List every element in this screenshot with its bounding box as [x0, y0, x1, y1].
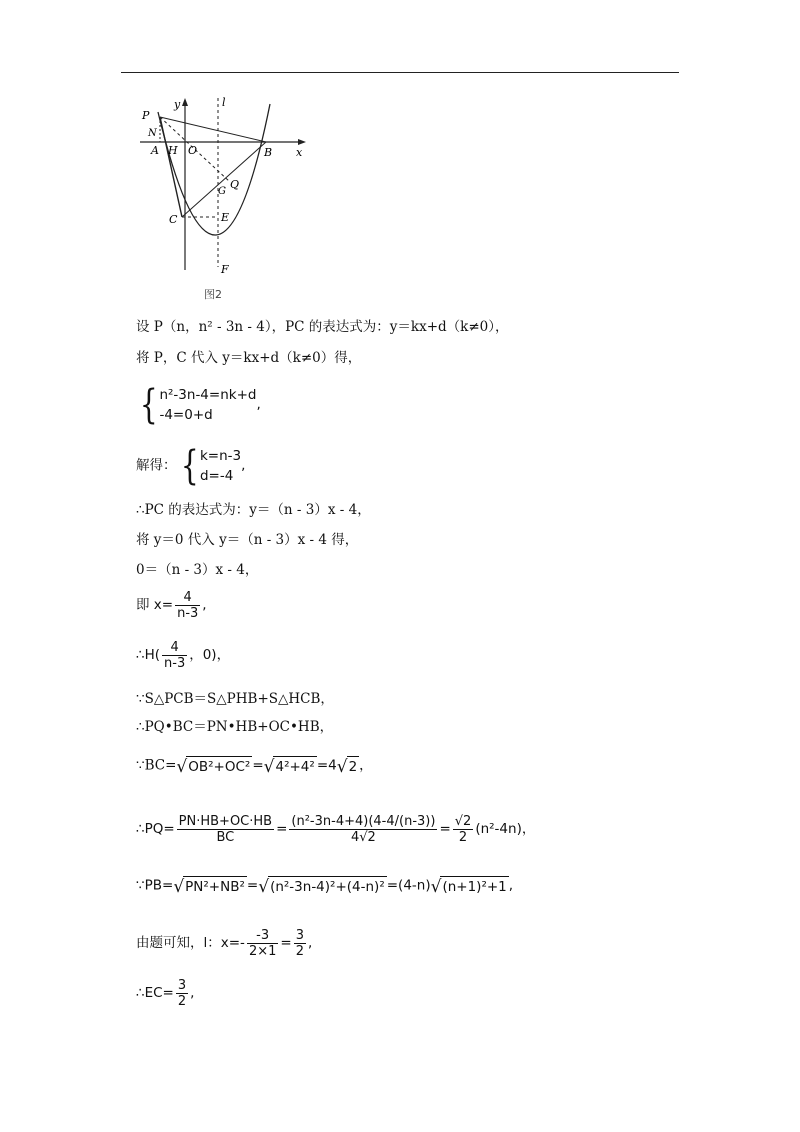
prefix: ∴PQ=: [136, 821, 175, 837]
denominator: n-3: [164, 656, 186, 671]
label-a: A: [151, 144, 159, 157]
mid: =(4-n): [386, 877, 431, 894]
line-5: ∴PC 的表达式为：y＝（n - 3）x - 4，: [136, 502, 371, 518]
label-o: O: [188, 144, 198, 157]
label-x: x: [296, 146, 303, 159]
y-axis-arrow: [182, 98, 188, 106]
line-8: 即 x= $\frac{4}{n-3}$ ,: [136, 590, 207, 621]
fraction: $\frac{3}{2}$: [177, 978, 187, 1009]
line-7: 0＝（n - 3）x - 4，: [136, 562, 259, 578]
label-f: F: [221, 263, 229, 276]
prefix: 由题可知，l：x=-: [136, 935, 245, 951]
figure-caption: 图2: [204, 288, 222, 301]
brace: {: [139, 382, 158, 428]
numerator: 4: [162, 640, 187, 656]
sqrt-1: √OB²+OC²: [176, 757, 251, 777]
fraction-2: $\frac{3}{2}$: [295, 928, 304, 959]
fraction-1: $\frac{PN\cdot HB+OC\cdot HB}{BC}$: [178, 814, 273, 845]
label-h: H: [168, 144, 178, 157]
label-l: l: [222, 96, 226, 109]
sol-1: k=n-3: [199, 448, 242, 464]
line-10: ∵S△PCB＝S△PHB+S△HCB，: [136, 691, 334, 707]
sol-2: d=-4: [199, 468, 234, 484]
sqrt-2: √4²+4²: [263, 757, 315, 777]
eq-2: -4=0+d: [159, 407, 213, 423]
parabola-figure: [138, 92, 313, 312]
line-6: 将 y＝0 代入 y＝（n - 3）x - 4 得，: [136, 532, 359, 548]
label-c: C: [169, 213, 178, 226]
segment-pb: [160, 117, 266, 142]
suffix: (n²-4n)，: [475, 821, 536, 837]
line-14: ∵PB=√PN²+NB² =√(n²-3n-4)²+(4-n)² =(4-n)√(n+1)²+1 ,: [136, 877, 514, 897]
fraction-1: $\frac{-3}{2\times 1}$: [248, 928, 277, 959]
label-g: G: [218, 186, 226, 197]
fraction-2: $\frac{\text{(n²-3n-4+4)(4-4/(n-3))}}{4√2}$: [291, 814, 436, 845]
prefix: ∵BC=: [136, 757, 177, 774]
label-e: E: [221, 211, 230, 224]
label-y: y: [174, 98, 181, 111]
line-15: 由题可知，l：x=- $\frac{-3}{2\times 1}$ = $\frac{3}{2}$ ,: [136, 928, 313, 959]
sqrt-3: √2: [336, 757, 358, 777]
solve-label: 解得：: [136, 457, 177, 474]
prefix: ∴EC=: [136, 985, 174, 1001]
label-n: N: [148, 128, 157, 139]
line-13: ∴PQ= $\frac{PN\cdot HB+OC\cdot HB}{BC}$ = $\frac{\text{(n²-3n-4+4)(4-4/(n-3))}}{4√2}$ = $\frac{√2}{2}$ (n²-4n)，: [136, 814, 536, 845]
denominator: n-3: [177, 606, 199, 621]
header-rule: [121, 72, 679, 73]
line-11: ∴PQ•BC＝PN•HB+OC•HB，: [136, 719, 334, 735]
line-4-solution: 解得：{ k=n-3 d=-4 ,: [136, 443, 246, 489]
prefix: 即 x=: [136, 597, 174, 613]
fraction: [175, 590, 200, 621]
label-b: B: [264, 146, 273, 159]
line-9: [136, 640, 230, 671]
sqrt-1: √PN²+NB²: [173, 877, 245, 897]
label-q: Q: [230, 178, 240, 191]
line-2: 将 P，C 代入 y＝kx+d（k≠0）得，: [136, 350, 362, 366]
fraction-3: $\frac{√2}{2}$: [454, 814, 472, 845]
brace: {: [180, 443, 199, 489]
sqrt-3: √(n+1)²+1: [430, 877, 507, 897]
x-axis-arrow: [298, 139, 306, 145]
prefix: ∵PB=: [136, 877, 174, 894]
prefix: ∴H(: [136, 647, 161, 663]
fraction: [162, 640, 187, 671]
line-12: ∵BC=√OB²+OC² =√4²+4² =4√2 ，: [136, 757, 373, 777]
label-p: P: [142, 109, 150, 122]
numerator: 4: [175, 590, 200, 606]
line-16: ∴EC= $\frac{3}{2}$ ,: [136, 978, 195, 1009]
line-3-system: { n²-3n-4=nk+d -4=0+d ,: [139, 382, 261, 428]
eq-1: n²-3n-4=nk+d: [159, 387, 257, 403]
sqrt-2: √(n²-3n-4)²+(4-n)²: [258, 877, 385, 897]
line-1: 设 P（n，n² - 3n - 4），PC 的表达式为：y＝kx+d（k≠0），: [136, 319, 509, 335]
suffix: ，0)，: [189, 647, 231, 663]
segment-pc: [160, 117, 182, 217]
mid: =4: [316, 757, 337, 774]
